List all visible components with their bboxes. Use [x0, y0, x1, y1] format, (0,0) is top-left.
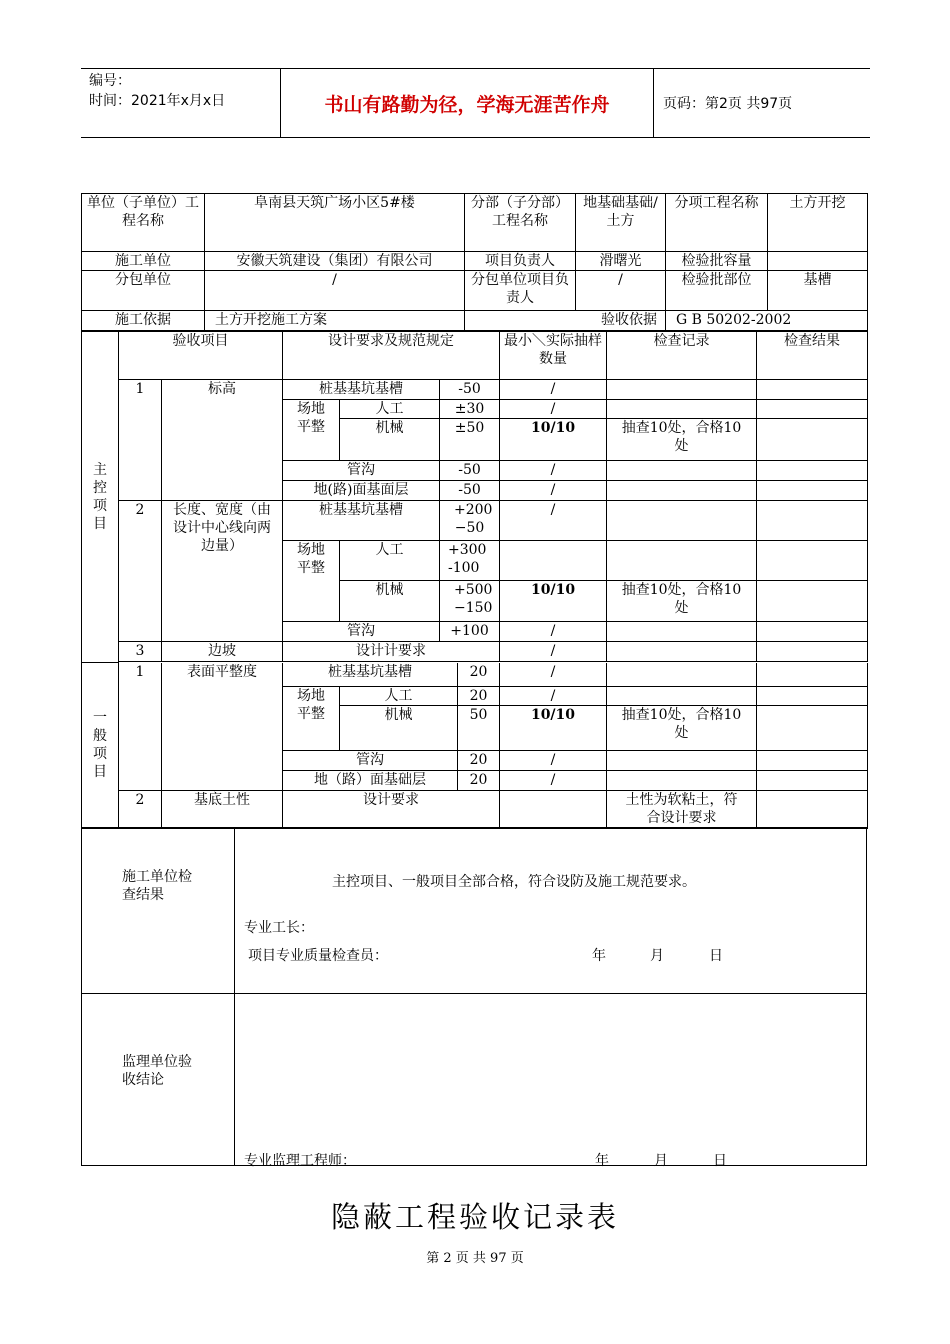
- table-cell: [607, 380, 757, 400]
- location-label: 检验批部位: [666, 271, 768, 311]
- table-cell: [607, 686, 757, 705]
- accept-basis-value: G B 50202-2002: [666, 311, 868, 331]
- table-cell: /: [500, 642, 607, 662]
- header-meta: [81, 69, 281, 137]
- table-cell: /: [500, 380, 607, 400]
- table-cell: 设计要求: [283, 790, 500, 828]
- subcontractor-value: /: [205, 271, 465, 311]
- constructor-value: 安徽天筑建设（集团）有限公司: [205, 252, 465, 271]
- table-cell: -50: [440, 380, 500, 400]
- general-item-1-name: 表面平整度: [162, 663, 283, 790]
- number-label: 编号：: [89, 73, 131, 89]
- main-item-2-no: 2: [119, 501, 162, 642]
- table-cell: -50: [440, 461, 500, 481]
- table-cell: 机械: [340, 419, 440, 461]
- constructor-check-text: 主控项目、一般项目全部合格，符合设防及施工规范要求。: [332, 874, 696, 890]
- table-cell: [757, 642, 868, 662]
- table-cell: [757, 419, 868, 461]
- table-cell: 桩基基坑基槽: [283, 501, 440, 541]
- supervisor-day: 日: [713, 1153, 727, 1169]
- table-cell: /: [500, 750, 607, 770]
- main-item-3-no: 3: [119, 642, 162, 662]
- table-cell: [757, 770, 868, 790]
- site-label: 场地平整: [283, 400, 340, 461]
- table-cell: -50: [440, 481, 500, 501]
- table-cell: 设计计要求: [283, 642, 500, 662]
- table-cell: [607, 770, 757, 790]
- time-label: 时间：2021年x月x日: [89, 93, 226, 109]
- motto: 书山有路勤为径，学海无涯苦作舟: [281, 69, 654, 137]
- sign-off-box: [81, 827, 867, 1169]
- check-month: 月: [650, 948, 664, 964]
- table-cell: [757, 705, 868, 750]
- unit-label: 单位（子单位）工程名称: [82, 194, 205, 252]
- document-title: 隐蔽工程验收记录表: [330, 1200, 619, 1234]
- supervisor-month: 月: [654, 1153, 668, 1169]
- table-cell: ±50: [440, 419, 500, 461]
- table-cell: 地（路）面基础层: [283, 770, 458, 790]
- pm-value: 滑曙光: [576, 252, 666, 271]
- table-cell: 20: [458, 770, 500, 790]
- main-item-1-name: 标高: [162, 380, 283, 501]
- table-cell: +200 −50: [440, 501, 500, 541]
- table-cell: [607, 461, 757, 481]
- engineer-label: 专业监理工程师：: [244, 1153, 356, 1169]
- table-cell: [607, 642, 757, 662]
- pm-label: 项目负责人: [465, 252, 576, 271]
- main-item-1-no: 1: [119, 380, 162, 501]
- basis-value: 土方开挖施工方案: [205, 311, 465, 331]
- table-cell: 土性为软粘土，符合设计要求: [607, 790, 757, 828]
- capacity-value: [768, 252, 868, 271]
- subcontractor-label: 分包单位: [82, 271, 205, 311]
- site-label: 场地平整: [283, 541, 340, 622]
- table-cell: [607, 541, 757, 581]
- table-cell: 管沟: [283, 622, 440, 642]
- table-cell: [607, 481, 757, 501]
- general-table: [81, 663, 868, 829]
- check-day: 日: [709, 948, 723, 964]
- table-cell: 地(路)面基面层: [283, 481, 440, 501]
- inspector-label: 项目专业质量检查员：: [248, 948, 388, 964]
- table-cell: /: [500, 400, 607, 419]
- table-cell: /: [500, 501, 607, 541]
- unit-value: 阜南县天筑广场小区5#楼: [205, 194, 465, 252]
- table-cell: [757, 541, 868, 581]
- general-item-2-no: 2: [119, 790, 162, 828]
- table-cell: [757, 380, 868, 400]
- table-cell: +300 -100: [440, 541, 500, 581]
- basis-label: 施工依据: [82, 311, 205, 331]
- table-cell: [757, 686, 868, 705]
- accept-basis-label: 验收依据: [465, 311, 666, 331]
- constructor-check-label: 施工单位检查结果: [122, 869, 192, 903]
- general-item-1-no: 1: [119, 663, 162, 790]
- inspection-table: [81, 331, 868, 663]
- col-design: 设计要求及规范规定: [283, 332, 500, 380]
- table-cell: 20: [458, 686, 500, 705]
- table-cell: 桩基基坑基槽: [283, 663, 458, 686]
- site-label: 场地平整: [283, 686, 340, 750]
- table-cell: 20: [458, 663, 500, 686]
- table-cell: /: [500, 461, 607, 481]
- table-cell: +100: [440, 622, 500, 642]
- supervisor-year: 年: [595, 1153, 609, 1169]
- table-cell: 管沟: [283, 750, 458, 770]
- capacity-label: 检验批容量: [666, 252, 768, 271]
- sub-label: 分部（子分部）工程名称: [465, 194, 576, 252]
- table-cell: [757, 461, 868, 481]
- table-cell: 人工: [340, 400, 440, 419]
- table-cell: /: [500, 481, 607, 501]
- table-cell: [757, 622, 868, 642]
- sub-pm-label: 分包单位项目负责人: [465, 271, 576, 311]
- main-group-label: 主控项目: [82, 332, 119, 663]
- table-cell: [757, 501, 868, 541]
- table-cell: /: [500, 622, 607, 642]
- table-cell: [607, 663, 757, 686]
- table-cell: [757, 581, 868, 622]
- check-year: 年: [592, 948, 606, 964]
- table-cell: 抽查10处，合格10处: [607, 705, 757, 750]
- table-cell: /: [500, 770, 607, 790]
- table-cell: 10/10: [500, 419, 607, 461]
- constructor-label: 施工单位: [82, 252, 205, 271]
- table-cell: 20: [458, 750, 500, 770]
- item-label: 分项工程名称: [666, 194, 768, 252]
- info-table: [81, 193, 868, 331]
- table-cell: [757, 663, 868, 686]
- sub-pm-value: /: [576, 271, 666, 311]
- col-sample: 最小＼实际抽样数量: [500, 332, 607, 380]
- table-cell: [500, 541, 607, 581]
- col-result: 检查结果: [757, 332, 868, 380]
- table-cell: 抽查10处，合格10处: [607, 581, 757, 622]
- supervisor-label: 监理单位验收结论: [122, 1054, 192, 1088]
- page-label: 页码：第2页 共97页: [663, 96, 793, 112]
- table-cell: ±30: [440, 400, 500, 419]
- table-cell: 人工: [340, 686, 458, 705]
- table-cell: 机械: [340, 705, 458, 750]
- col-record: 检查记录: [607, 332, 757, 380]
- foreman-label: 专业工长：: [244, 920, 314, 936]
- col-item: 验收项目: [119, 332, 283, 380]
- table-cell: [500, 790, 607, 828]
- main-item-2-name: 长度、宽度（由设计中心线向两边量）: [162, 501, 283, 642]
- table-cell: /: [500, 686, 607, 705]
- page-footer: 第 2 页 共 97 页: [426, 1251, 524, 1266]
- sub-value: 地基础基础/土方: [576, 194, 666, 252]
- table-cell: 人工: [340, 541, 440, 581]
- location-value: 基槽: [768, 271, 868, 311]
- table-cell: 10/10: [500, 705, 607, 750]
- table-cell: 管沟: [283, 461, 440, 481]
- table-cell: [607, 400, 757, 419]
- table-cell: [607, 501, 757, 541]
- table-cell: /: [500, 663, 607, 686]
- table-cell: +500 −150: [440, 581, 500, 622]
- table-cell: [757, 790, 868, 828]
- table-cell: [607, 622, 757, 642]
- table-cell: [757, 750, 868, 770]
- table-cell: 50: [458, 705, 500, 750]
- general-item-2-name: 基底土性: [162, 790, 283, 828]
- table-cell: 机械: [340, 581, 440, 622]
- item-value: 土方开挖: [768, 194, 868, 252]
- table-cell: 10/10: [500, 581, 607, 622]
- general-group-label: 一般项目: [82, 663, 119, 828]
- document-header: [81, 68, 870, 138]
- table-cell: [607, 750, 757, 770]
- table-cell: [757, 481, 868, 501]
- table-cell: [757, 400, 868, 419]
- main-item-3-name: 边坡: [162, 642, 283, 662]
- table-cell: 抽查10处，合格10处: [607, 419, 757, 461]
- table-cell: 桩基基坑基槽: [283, 380, 440, 400]
